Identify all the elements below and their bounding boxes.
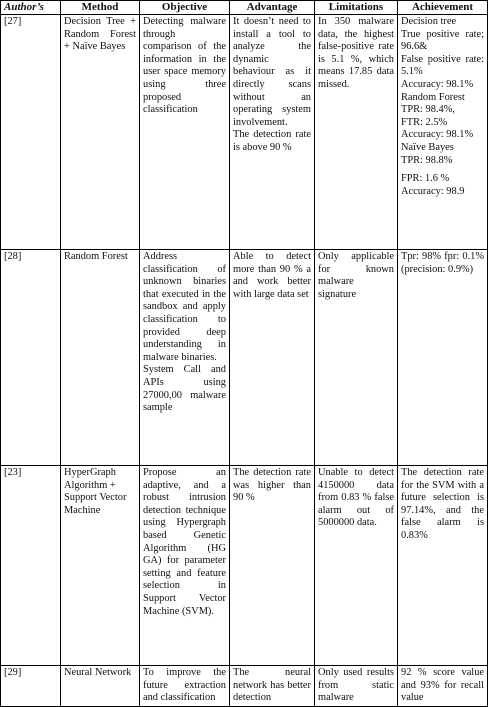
cell-objective: To improve the future extraction and classification bbox=[140, 666, 230, 707]
header-author: Author’s bbox=[1, 1, 61, 15]
cell-method: Random Forest bbox=[61, 250, 140, 466]
cell-limitations: Unable to detect 4150000 data from 0.83 % false alarm out of 5000000 data. bbox=[315, 466, 398, 666]
cell-limitations: In 350 malware data, the highest false-positive rate is 5.1 %, which means 17.85 data missed. bbox=[315, 15, 398, 250]
cell-achievement: 92 % score value and 93% for recall value bbox=[398, 666, 488, 707]
cell-achievement: Tpr: 98% fpr: 0.1% (precision: 0.9%) bbox=[398, 250, 488, 466]
cell-author: [28] bbox=[1, 250, 61, 466]
achievement-line: TPR: 98.8% bbox=[401, 154, 453, 166]
cell-method: Decision Tree + Random Forest + Naïve Bayes bbox=[61, 15, 140, 250]
cell-method: Neural Network bbox=[61, 666, 140, 707]
cell-author: [29] bbox=[1, 666, 61, 707]
table-row bbox=[1, 15, 488, 250]
advantage-paragraph: It doesn’t need to install a tool to analyze the dynamic behaviour as it directly scans without an operating system involvement. bbox=[233, 16, 311, 128]
achievement-line: Accuracy: 98.1% bbox=[401, 129, 474, 141]
objective-paragraph: System Call and APIs using 27000,00 malware sample bbox=[143, 364, 226, 414]
cell-achievement bbox=[398, 15, 488, 250]
achievement-line: Naïve Bayes bbox=[401, 141, 454, 153]
objective-paragraph: Address classification of unknown binaries that executed in the sandbox and apply classification to provided deep understanding in malware binaries. bbox=[143, 251, 226, 363]
achievement-line: Accuracy: 98.1% bbox=[401, 78, 474, 90]
header-advantage: Advantage bbox=[230, 1, 315, 15]
table-header-row bbox=[1, 1, 488, 15]
cell-objective bbox=[140, 250, 230, 466]
cell-advantage: Able to detect more than 90 % a and work better with large data set bbox=[230, 250, 315, 466]
cell-objective: Detecting malware through comparison of the information in the user space memory using three proposed classification bbox=[140, 15, 230, 250]
header-limitations: Limitations bbox=[315, 1, 398, 15]
achievement-line: Accuracy: 98.9 bbox=[401, 185, 465, 197]
header-objective: Objective bbox=[140, 1, 230, 15]
achievement-line: TPR: 98.4%, bbox=[401, 104, 455, 116]
advantage-paragraph: The detection rate is above 90 % bbox=[233, 129, 311, 153]
achievement-line: FPR: 1.6 % bbox=[401, 173, 450, 185]
cell-author: [23] bbox=[1, 466, 61, 666]
cell-author: [27] bbox=[1, 15, 61, 250]
header-achievement: Achievement bbox=[398, 1, 488, 15]
table-row bbox=[1, 250, 488, 466]
achievement-line: FTR: 2.5% bbox=[401, 116, 448, 128]
header-method: Method bbox=[61, 1, 140, 15]
achievement-line: Decision tree bbox=[401, 16, 457, 27]
cell-advantage: The detection rate was higher than 90 % bbox=[230, 466, 315, 666]
table-row bbox=[1, 666, 488, 707]
cell-achievement: The detection rate for the SVM with a future selection is 97.14%, and the false alarm is 0.83% bbox=[398, 466, 488, 666]
cell-objective: Propose an adaptive, and a robust intrusion detection technique using Hypergraph based Genetic Algorithm (HG GA) for parameter setting and feature selection in Support Vector Machine (SVM). bbox=[140, 466, 230, 666]
achievement-line: Random Forest bbox=[401, 91, 465, 103]
cell-limitations: Only used results from static malware bbox=[315, 666, 398, 707]
achievement-line: False positive rate: 5.1% bbox=[401, 53, 484, 78]
cell-method: HyperGraph Algorithm + Support Vector Machine bbox=[61, 466, 140, 666]
table-row bbox=[1, 466, 488, 666]
cell-advantage: The neural network has better detection bbox=[230, 666, 315, 707]
cell-limitations: Only applicable for known malware signature bbox=[315, 250, 398, 466]
cell-advantage bbox=[230, 15, 315, 250]
achievement-line: True positive rate; 96.6& bbox=[401, 28, 484, 53]
